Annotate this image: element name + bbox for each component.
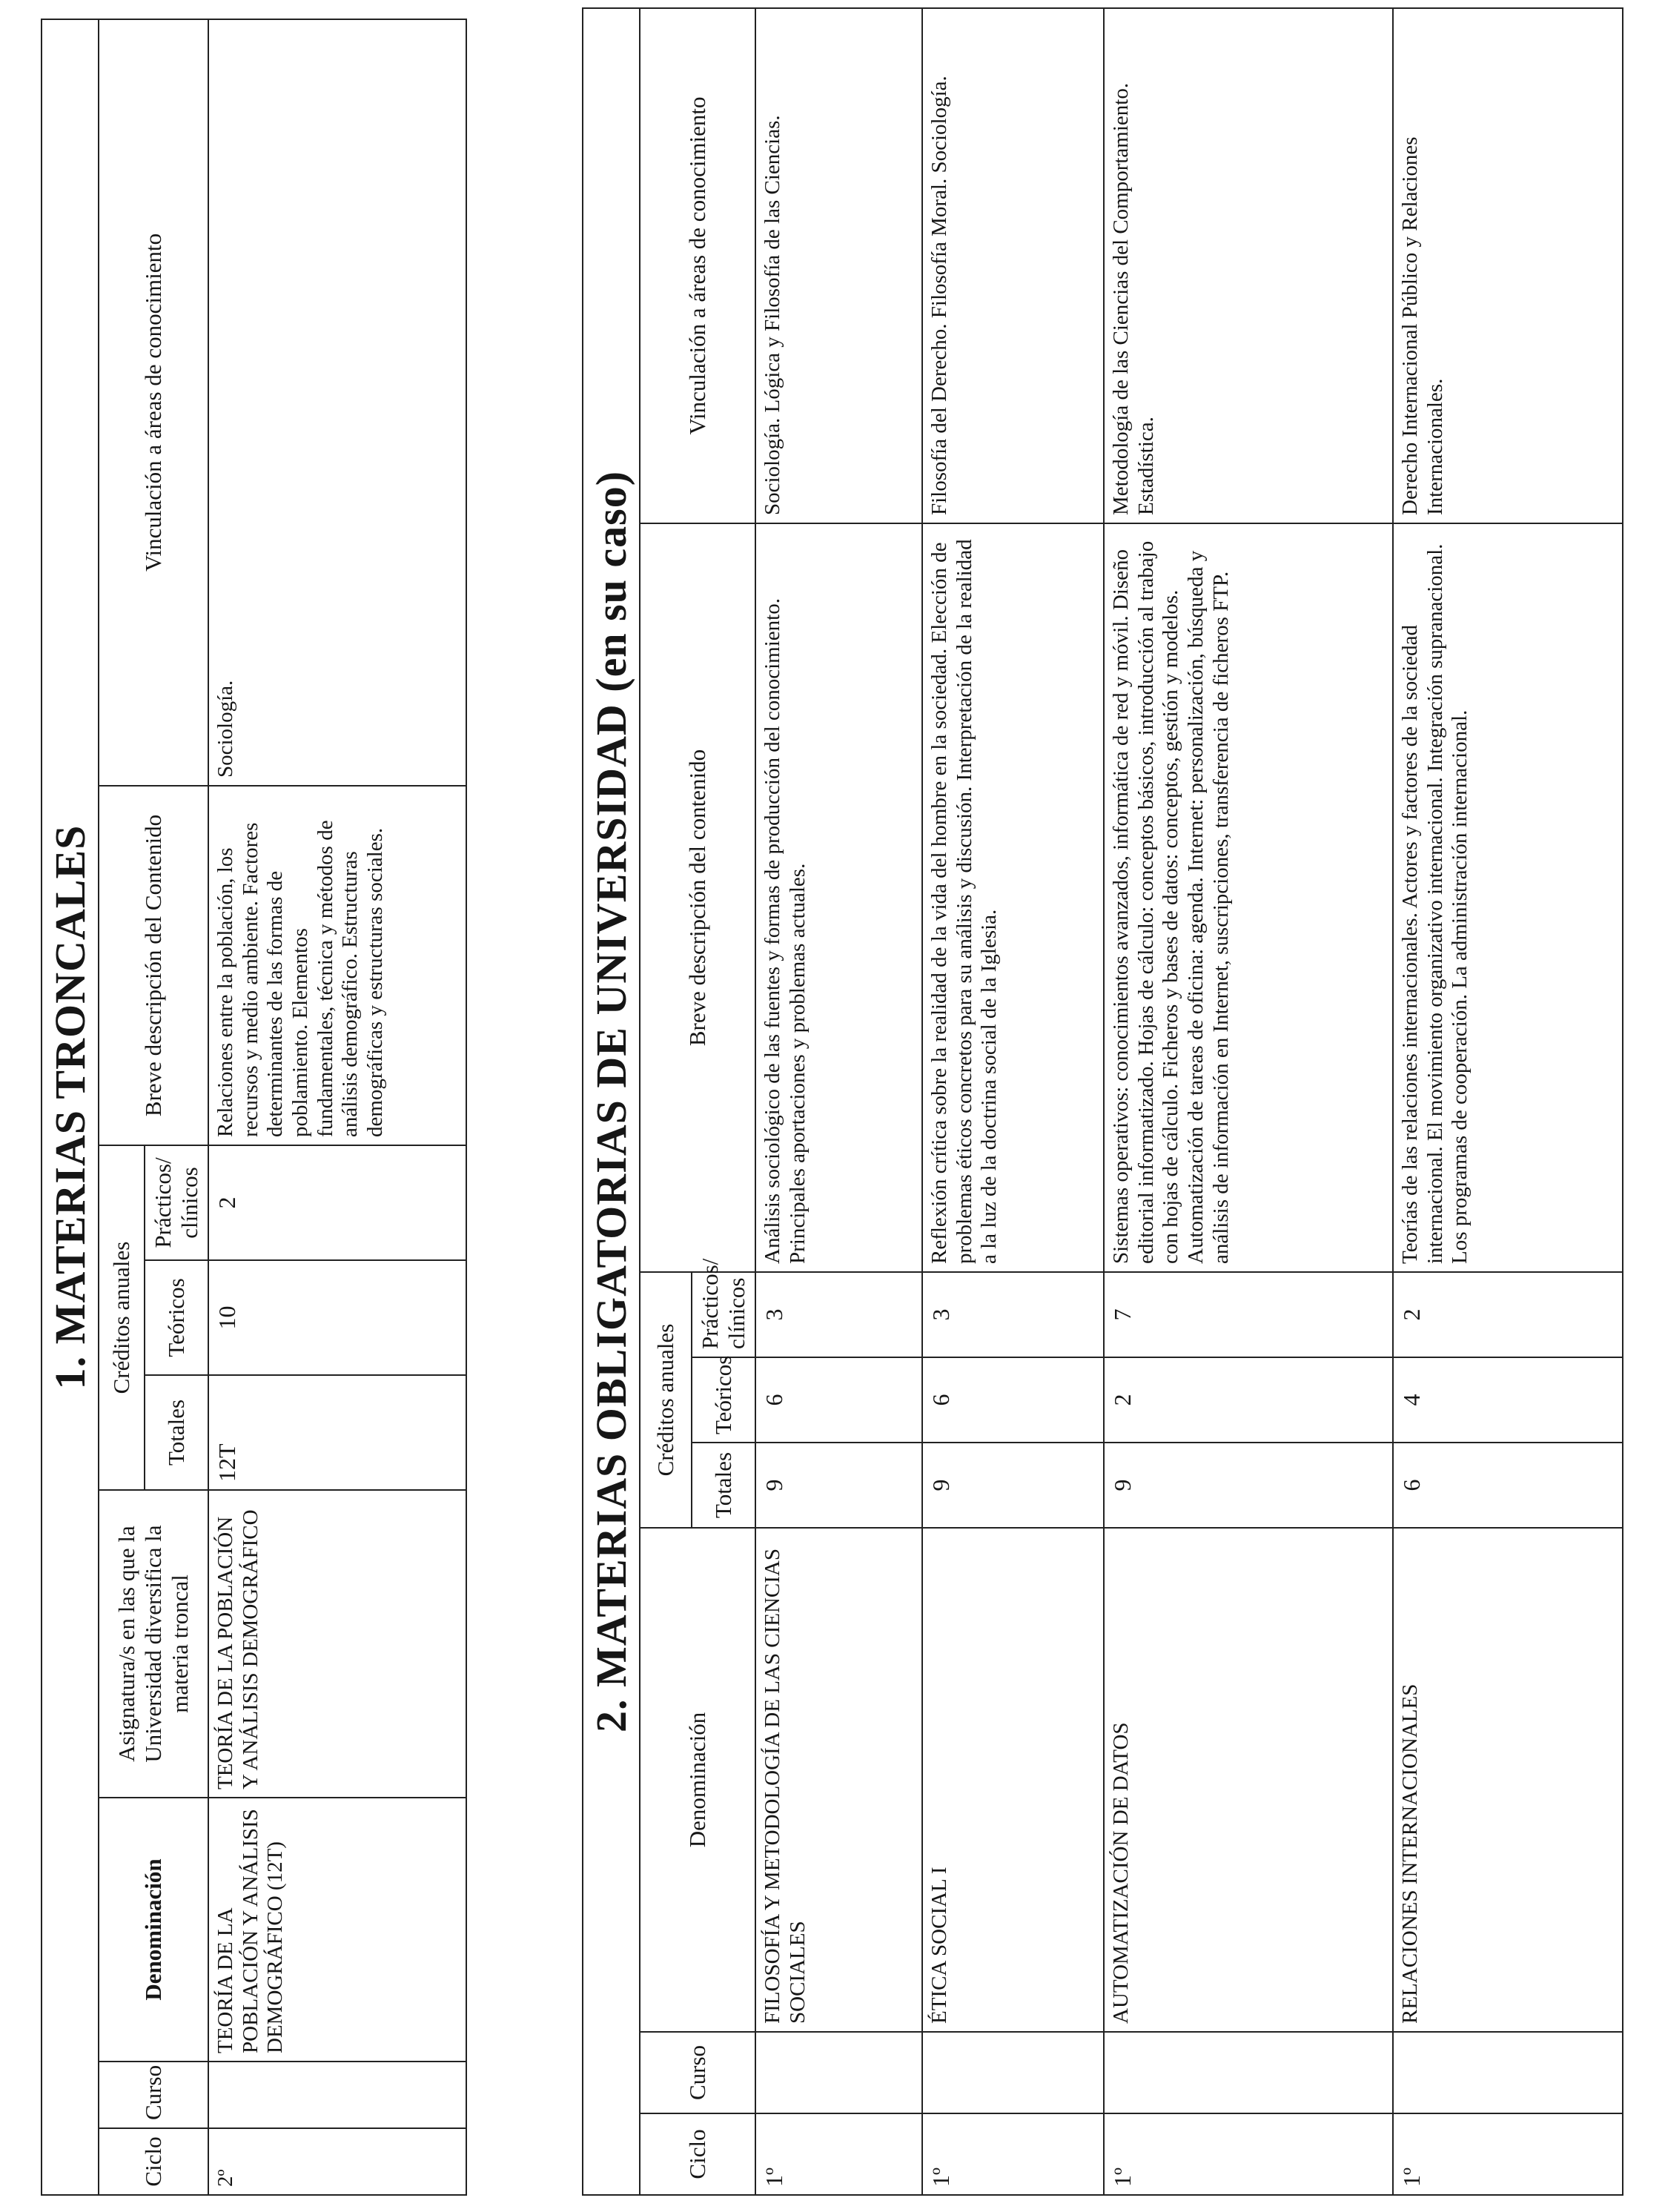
header-vinculacion: Vinculación a áreas de conocimiento xyxy=(640,8,755,523)
table-row xyxy=(1393,8,1623,2195)
header-totales: Totales xyxy=(692,1443,755,1528)
header-totales: Totales xyxy=(145,1375,208,1490)
cell-totales: 6 xyxy=(1393,1443,1623,1528)
cell-asignatura: TEORÍA DE LA POBLACIÓN Y ANÁLISIS DEMOGRÁFICO xyxy=(208,1490,466,1798)
cell-ciclo: 1º xyxy=(755,2113,922,2195)
table-row xyxy=(922,8,1104,2195)
cell-denominacion: AUTOMATIZACIÓN DE DATOS xyxy=(1104,1528,1393,2032)
cell-teoricos: 10 xyxy=(208,1260,466,1375)
cell-totales: 9 xyxy=(755,1443,922,1528)
troncales-banner: 1. MATERIAS TRONCALES xyxy=(42,19,99,2195)
table-row xyxy=(208,19,466,2195)
cell-curso xyxy=(1393,2032,1623,2113)
cell-vinculacion: Sociología. xyxy=(208,19,466,786)
header-creditos: Créditos anuales xyxy=(640,1272,692,1528)
cell-practicos: 2 xyxy=(1393,1272,1623,1357)
cell-practicos: 3 xyxy=(755,1272,922,1357)
cell-vinculacion: Derecho Internacional Público y Relaciones Internacionales. xyxy=(1393,8,1623,523)
cell-ciclo: 2º xyxy=(208,2128,466,2195)
header-practicos: Prácticos/ clínicos xyxy=(145,1145,208,1260)
cell-practicos: 2 xyxy=(208,1145,466,1260)
cell-teoricos: 2 xyxy=(1104,1357,1393,1443)
header-teoricos: Teóricos xyxy=(692,1357,755,1443)
cell-ciclo: 1º xyxy=(1104,2113,1393,2195)
cell-denominacion: TEORÍA DE LA POBLACIÓN Y ANÁLISIS DEMOGRÁFICO (12T) xyxy=(208,1798,466,2062)
cell-denominacion: FILOSOFÍA Y METODOLOGÍA DE LAS CIENCIAS SOCIALES xyxy=(755,1528,922,2032)
cell-ciclo: 1º xyxy=(1393,2113,1623,2195)
cell-curso xyxy=(208,2062,466,2128)
cell-curso xyxy=(922,2032,1104,2113)
cell-descripcion: Teorías de las relaciones internacionales. Actores y factores de la sociedad internacional. El movimiento organizativo internacional. Integración supranacional. Los programas de cooperación. La administración internacional. xyxy=(1393,523,1623,1272)
cell-practicos: 7 xyxy=(1104,1272,1393,1357)
header-curso: Curso xyxy=(640,2032,755,2113)
cell-curso xyxy=(755,2032,922,2113)
obligatorias-table-block xyxy=(582,9,1623,2196)
troncales-table xyxy=(41,19,467,2196)
cell-curso xyxy=(1104,2032,1393,2113)
obligatorias-banner: 2. MATERIAS OBLIGATORIAS DE UNIVERSIDAD (en su caso) xyxy=(583,8,640,2195)
table-row xyxy=(1104,8,1393,2195)
header-asignatura: Asignatura/s en las que la Universidad diversifica la materia troncal xyxy=(99,1490,208,1798)
header-practicos: Prácticos/ clínicos xyxy=(692,1272,755,1357)
cell-practicos: 3 xyxy=(922,1272,1104,1357)
header-curso: Curso xyxy=(99,2062,208,2128)
cell-vinculacion: Sociología. Lógica y Filosofía de las Ciencias. xyxy=(755,8,922,523)
cell-vinculacion: Filosofía del Derecho. Filosofía Moral. Sociología. xyxy=(922,8,1104,523)
header-denominacion: Denominación xyxy=(99,1798,208,2062)
troncales-table-block xyxy=(41,20,467,2196)
cell-vinculacion: Metodología de las Ciencias del Comportamiento. Estadística. xyxy=(1104,8,1393,523)
cell-descripcion: Reflexión crítica sobre la realidad de la vida del hombre en la sociedad. Elección de problemas éticos concretos para su análisis y discusión. Interpretación de la realidad a la luz de la doctrina social de la Iglesia. xyxy=(922,523,1104,1272)
cell-denominacion: ÉTICA SOCIAL I xyxy=(922,1528,1104,2032)
header-descripcion: Breve descripción del Contenido xyxy=(99,786,208,1145)
cell-descripcion: Relaciones entre la población, los recursos y medio ambiente. Factores determinantes de las formas de poblamiento. Elementos fundamentales, técnica y métodos de análisis demográfico. Estructuras demográficas y estructuras sociales. xyxy=(208,786,466,1145)
header-ciclo: Ciclo xyxy=(640,2113,755,2195)
header-vinculacion: Vinculación a áreas de conocimiento xyxy=(99,19,208,786)
header-denominacion: Denominación xyxy=(640,1528,755,2032)
cell-ciclo: 1º xyxy=(922,2113,1104,2195)
header-ciclo: Ciclo xyxy=(99,2128,208,2195)
cell-descripcion: Sistemas operativos: conocimientos avanzados, informática de red y móvil. Diseño editorial informatizado. Hojas de cálculo: conceptos básicos, introducción al trabajo con hojas de cálculo. Ficheros y bases de datos: conceptos, gestión y modelos. Automatización de tareas de oficina: agenda. Internet: personalización, búsqueda y análisis de información en Internet, suscripciones, transferencia de ficheros FTP. xyxy=(1104,523,1393,1272)
cell-descripcion: Análisis sociológico de las fuentes y formas de producción del conocimiento. Principales aportaciones y problemas actuales. xyxy=(755,523,922,1272)
header-teoricos: Teóricos xyxy=(145,1260,208,1375)
header-descripcion: Breve descripción del contenido xyxy=(640,523,755,1272)
cell-teoricos: 6 xyxy=(755,1357,922,1443)
cell-teoricos: 6 xyxy=(922,1357,1104,1443)
cell-totales: 9 xyxy=(1104,1443,1393,1528)
cell-totales: 9 xyxy=(922,1443,1104,1528)
cell-denominacion: RELACIONES INTERNACIONALES xyxy=(1393,1528,1623,2032)
cell-teoricos: 4 xyxy=(1393,1357,1623,1443)
cell-totales: 12T xyxy=(208,1375,466,1490)
header-creditos: Créditos anuales xyxy=(99,1145,145,1490)
obligatorias-table xyxy=(582,7,1623,2196)
table-row xyxy=(755,8,922,2195)
